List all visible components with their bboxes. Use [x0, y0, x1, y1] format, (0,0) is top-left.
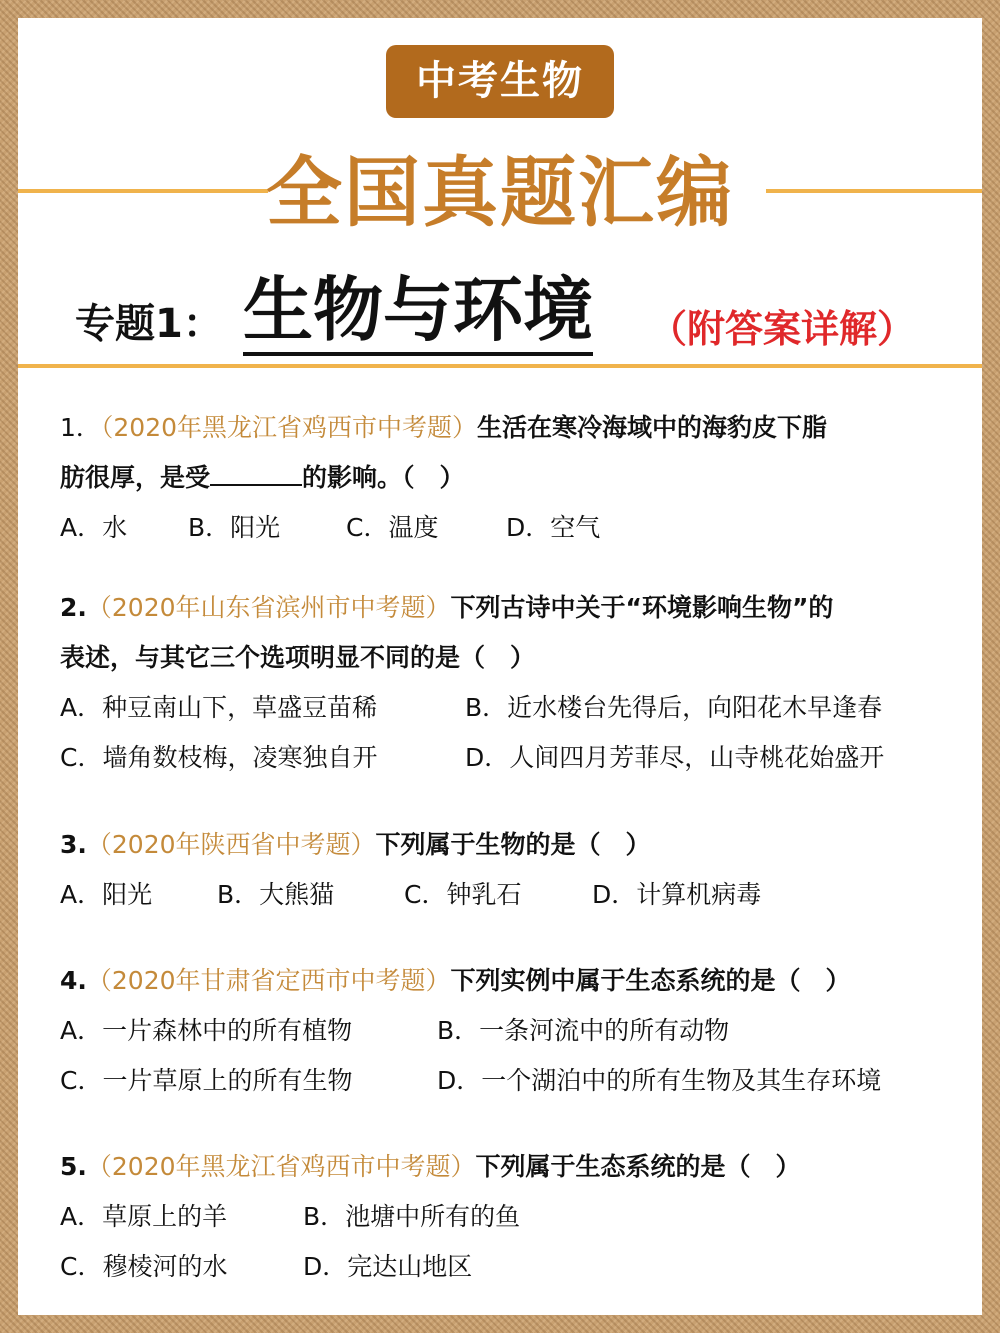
question-source: （2020年甘肃省定西市中考题）	[86, 966, 451, 995]
question-number: 2.	[60, 593, 87, 622]
question-5-options-row-2	[60, 1242, 960, 1292]
option-c: C．温度	[346, 513, 439, 542]
topic-label: 专题1：	[75, 301, 223, 347]
option-b: B．池塘中所有的鱼	[303, 1202, 521, 1231]
question-stem: 下列古诗中关于“环境影响生物”的	[450, 593, 834, 622]
option-a: A．一片森林中的所有植物	[60, 1016, 353, 1045]
question-2	[60, 583, 960, 783]
question-2-line-1	[60, 583, 960, 633]
question-4-options-row-1	[60, 1006, 960, 1056]
question-3-line-1	[60, 820, 960, 870]
question-number: 3.	[60, 830, 87, 859]
option-d: D．计算机病毒	[592, 880, 762, 909]
question-number: 1．	[60, 413, 101, 442]
question-stem: 表述，与其它三个选项明显不同的是（ ）	[60, 643, 536, 672]
topic-name: 生物与环境	[243, 270, 593, 356]
question-1-line-1	[60, 403, 960, 453]
worksheet-page	[18, 18, 982, 1315]
option-b: B．阳光	[188, 513, 281, 542]
question-source: （2020年山东省滨州市中考题）	[86, 593, 451, 622]
option-c: C．一片草原上的所有生物	[60, 1066, 353, 1095]
answer-note: （附答案详解）	[649, 307, 916, 351]
question-5-line-1	[60, 1142, 960, 1192]
question-1-line-2	[60, 453, 960, 503]
question-stem: 生活在寒冷海域中的海豹皮下脂	[477, 413, 828, 442]
question-stem: 下列属于生物的是（ ）	[375, 830, 651, 859]
section-divider	[18, 364, 982, 368]
option-c: C．穆棱河的水	[60, 1252, 228, 1281]
option-c: C．墙角数枝梅，凌寒独自开	[60, 743, 378, 772]
question-1-options	[60, 503, 960, 553]
option-b: B．一条河流中的所有动物	[437, 1016, 730, 1045]
title-rule-right	[766, 189, 982, 193]
question-4-options-row-2	[60, 1056, 960, 1106]
question-stem: 下列实例中属于生态系统的是（ ）	[450, 966, 851, 995]
question-stem-part: 的影响。（ ）	[302, 463, 465, 492]
question-2-options-row-2	[60, 733, 960, 783]
option-d: D．空气	[506, 513, 601, 542]
option-d: D．一个湖泊中的所有生物及其生存环境	[437, 1066, 882, 1095]
option-a: A．水	[60, 513, 128, 542]
option-a: A．阳光	[60, 880, 153, 909]
option-b: B．近水楼台先得后，向阳花木早逢春	[465, 693, 883, 722]
option-d: D．人间四月芳菲尽，山寺桃花始盛开	[465, 743, 885, 772]
option-d: D．完达山地区	[303, 1252, 473, 1281]
option-b: B．大熊猫	[217, 880, 335, 909]
question-4	[60, 956, 960, 1106]
question-2-options-row-1	[60, 683, 960, 733]
question-5-options-row-1	[60, 1192, 960, 1242]
answer-blank	[210, 462, 302, 486]
question-number: 5.	[60, 1152, 87, 1181]
question-stem: 下列属于生态系统的是（ ）	[475, 1152, 801, 1181]
question-stem-part: 肪很厚，是受	[60, 463, 211, 492]
question-3	[60, 820, 960, 920]
option-a: A．草原上的羊	[60, 1202, 228, 1231]
subject-badge: 中考生物	[386, 45, 614, 118]
question-5	[60, 1142, 960, 1292]
question-source: （2020年黑龙江省鸡西市中考题）	[86, 1152, 476, 1181]
question-number: 4.	[60, 966, 87, 995]
question-1	[60, 403, 960, 553]
question-4-line-1	[60, 956, 960, 1006]
question-source: （2020年陕西省中考题）	[86, 830, 376, 859]
main-title: 全国真题汇编	[266, 148, 734, 237]
question-2-line-2	[60, 633, 960, 683]
question-3-options	[60, 870, 960, 920]
option-c: C．钟乳石	[404, 880, 522, 909]
option-a: A．种豆南山下，草盛豆苗稀	[60, 693, 378, 722]
question-source: （2020年黑龙江省鸡西市中考题）	[100, 413, 478, 442]
